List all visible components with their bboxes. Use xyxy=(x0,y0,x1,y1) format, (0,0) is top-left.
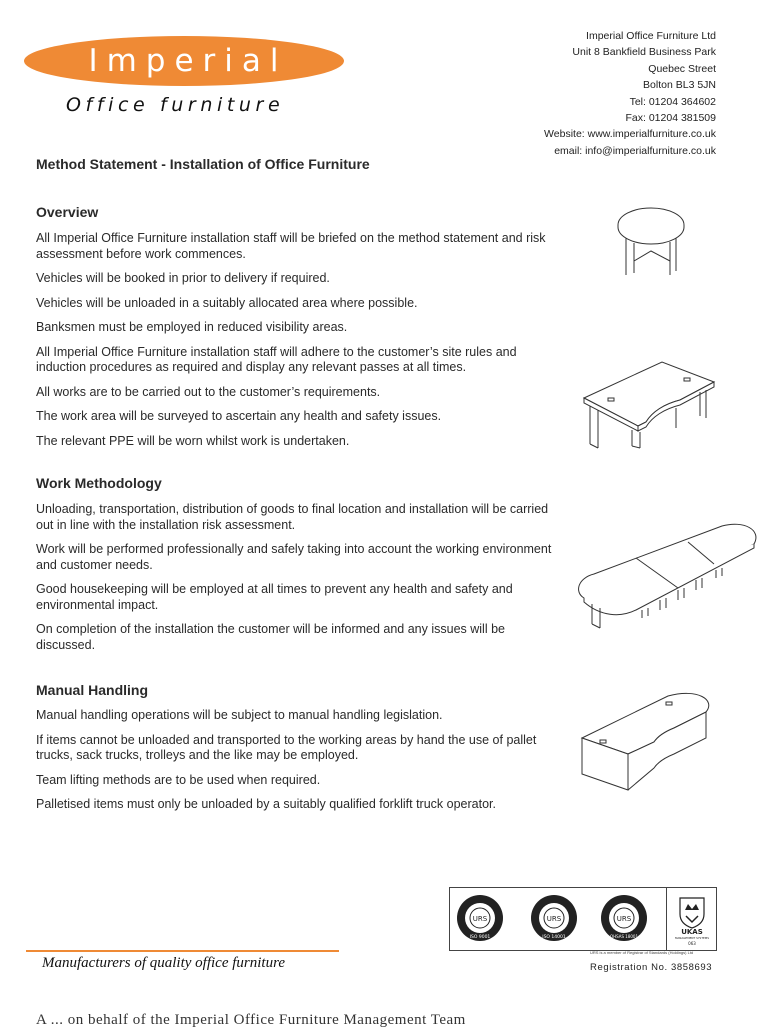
badge-centre-text: URS xyxy=(546,915,562,923)
badge-centre-text: URS xyxy=(616,915,632,923)
paragraph: Unloading, transportation, distribution of goods to final location and installation will be carried out in line with the installation risk assessment. xyxy=(36,502,549,532)
paragraph: Banksmen must be employed in reduced visibility areas. xyxy=(36,320,348,334)
ukas-code: 063 xyxy=(688,941,696,946)
footer-divider xyxy=(26,950,339,952)
ohsas-18001-badge xyxy=(600,894,648,942)
section-body-overview xyxy=(36,231,556,458)
paragraph: Good housekeeping will be employed at all times to prevent any health and safety and environmental impact. xyxy=(36,582,513,612)
paragraph: All Imperial Office Furniture installation staff will adhere to the customer’s site rules and induction procedures as required and display any relevant passes at all times. xyxy=(36,344,517,374)
address-fax: Fax: 01204 381509 xyxy=(625,112,716,125)
corner-desk-illustration xyxy=(580,358,716,450)
address-website: Website: www.imperialfurniture.co.uk xyxy=(544,128,716,141)
badge-standard-text: ISO 14001 xyxy=(542,935,566,940)
address-street: Quebec Street xyxy=(648,62,716,75)
certification-panel xyxy=(449,887,717,951)
section-body-manual-handling xyxy=(36,708,556,822)
address-company-name: Imperial Office Furniture Ltd xyxy=(586,30,716,42)
paragraph: If items cannot be unloaded and transported to the working areas by hand the use of pallet trucks, sack trucks, trolleys and the like may be employed. xyxy=(36,732,537,762)
paragraph: The work area will be surveyed to ascertain any health and safety issues. xyxy=(36,409,442,423)
paragraph: Work will be performed professionally and safely taking into account the working environment and customer needs. xyxy=(36,542,552,572)
logo-wordmark: Imperial xyxy=(88,43,288,79)
badge-standard-text: OHSAS 18001 xyxy=(609,934,639,939)
round-table-illustration xyxy=(612,203,690,277)
certification-note: URS is a member of Registrar of Standards (Holdings) Ltd xyxy=(590,950,694,955)
company-address xyxy=(544,28,716,159)
address-unit: Unit 8 Bankfield Business Park xyxy=(572,46,716,59)
paragraph: All works are to be carried out to the customer’s requirements. xyxy=(36,384,381,399)
document-title: Method Statement - Installation of Office Furniture xyxy=(36,156,370,172)
badge-centre-text: URS xyxy=(472,915,488,923)
next-page-text-fragment: A ... on behalf of the Imperial Office Furniture Management Team xyxy=(36,1012,466,1028)
badge-standard-text: ISO 9001 xyxy=(469,935,491,940)
paragraph: The relevant PPE will be worn whilst work is undertaken. xyxy=(36,433,350,448)
ukas-sub: MANAGEMENT SYSTEMS xyxy=(674,936,710,940)
registration-number: Registration No. 3858693 xyxy=(590,962,713,973)
company-logo xyxy=(24,36,344,86)
ukas-crown-logo xyxy=(672,894,712,946)
address-telephone: Tel: 01204 364602 xyxy=(629,95,716,108)
section-heading-work-methodology: Work Methodology xyxy=(36,475,162,491)
paragraph: Vehicles will be unloaded in a suitably allocated area where possible. xyxy=(36,295,418,310)
section-heading-overview: Overview xyxy=(36,204,99,220)
paragraph: All Imperial Office Furniture installation staff will be briefed on the method statement and risk assessment before work commences. xyxy=(36,231,546,261)
paragraph: Manual handling operations will be subject to manual handling legislation. xyxy=(36,708,443,722)
paragraph: Palletised items must only be unloaded by a suitably qualified forklift truck operator. xyxy=(36,797,496,811)
ukas-name: UKAS xyxy=(681,928,703,936)
paragraph: On completion of the installation the customer will be informed and any issues will be discussed. xyxy=(36,622,505,652)
paragraph: Vehicles will be booked in prior to delivery if required. xyxy=(36,271,330,285)
iso-14001-badge xyxy=(530,894,578,942)
boardroom-table-illustration xyxy=(574,520,762,632)
section-heading-manual-handling: Manual Handling xyxy=(36,682,148,698)
paragraph: Team lifting methods are to be used when required. xyxy=(36,772,321,787)
iso-9001-badge xyxy=(456,894,504,942)
address-email: email: info@imperialfurniture.co.uk xyxy=(554,144,716,157)
reception-desk-illustration xyxy=(578,688,716,792)
section-body-work-methodology xyxy=(36,502,556,662)
footer-slogan: Manufacturers of quality office furniture xyxy=(42,955,286,971)
address-town-postcode: Bolton BL3 5JN xyxy=(643,79,716,92)
logo-tagline: Office furniture xyxy=(66,94,285,116)
